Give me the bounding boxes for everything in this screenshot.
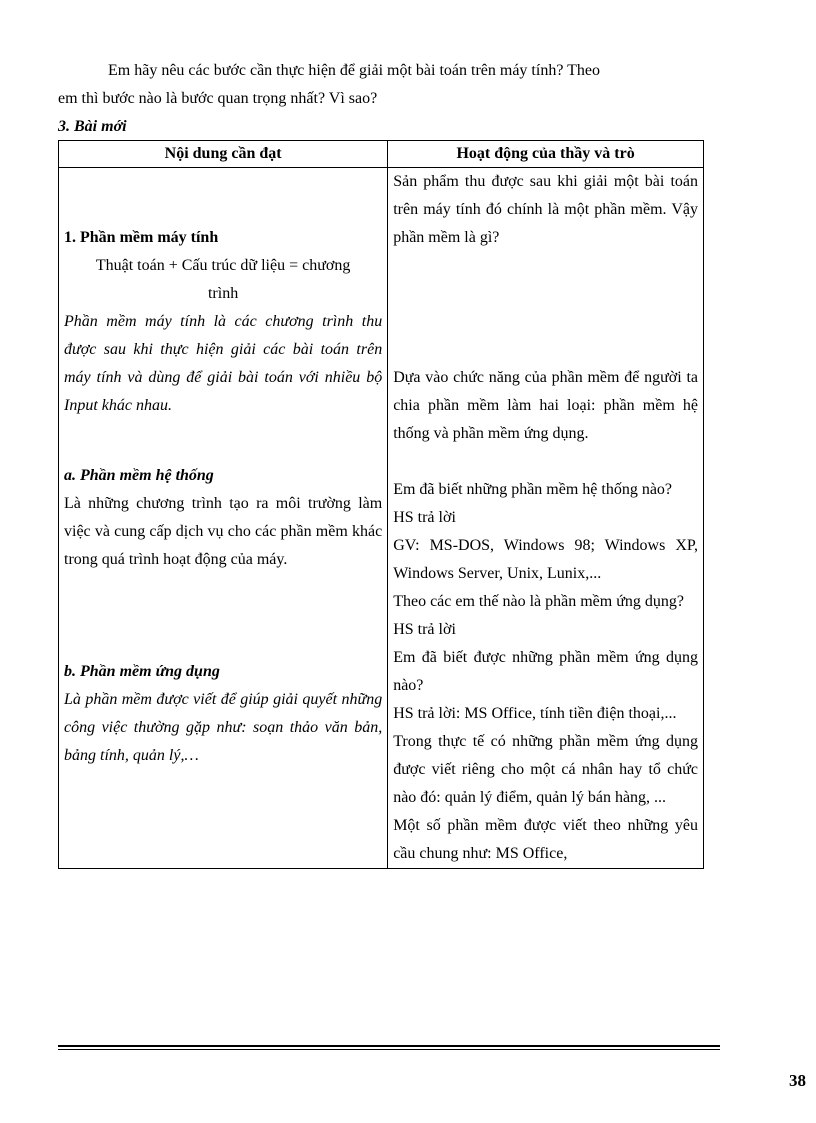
activity-classification: Dựa vào chức năng của phần mềm để người ta chia phần mềm làm hai loại: phần mềm hệ thống và phần mềm ứng dụng. xyxy=(393,369,698,442)
activity-question-known-apps: Em đã biết được những phần mềm ứng dụng nào? xyxy=(393,649,698,694)
activity-student-answer: HS trả lời xyxy=(393,509,456,526)
activity-student-answer-3: HS trả lời: MS Office, tính tiền điện thoại,... xyxy=(393,705,677,722)
content-column xyxy=(59,168,388,869)
activity-intro: Sản phẩm thu được sau khi giải một bài toán trên máy tính đó chính là một phần mềm. Vậy phần mềm là gì? xyxy=(393,173,698,246)
footer-rule xyxy=(58,1045,720,1047)
activity-general-software: Một số phần mềm được viết theo những yêu cầu chung như: MS Office, xyxy=(393,817,698,862)
activity-question-system: Em đã biết những phần mềm hệ thống nào? xyxy=(393,481,673,498)
activity-student-answer-2: HS trả lời xyxy=(393,621,456,638)
section-heading: 3. Bài mới xyxy=(58,118,127,135)
definition-software: Phần mềm máy tính là các chương trình thu được sau khi thực hiện giải các bài toán trên máy tính và dùng để giải bài toán với nhiều bộ Input khác nhau. xyxy=(64,313,383,414)
header-activity: Hoạt động của thầy và trò xyxy=(388,141,704,168)
activity-teacher-examples: GV: MS-DOS, Windows 98; Windows XP, Windows Server, Unix, Lunix,... xyxy=(393,537,698,582)
heading-system-software: a. Phần mềm hệ thống xyxy=(64,467,214,484)
formula-line-1: Thuật toán + Cấu trúc dữ liệu = chương xyxy=(95,257,351,274)
intro-line-2: em thì bước nào là bước quan trọng nhất? Vì sao? xyxy=(58,90,378,107)
lesson-table xyxy=(58,140,704,869)
heading-computer-software: 1. Phần mềm máy tính xyxy=(64,229,219,246)
definition-system-software: Là những chương trình tạo ra môi trường làm việc và cung cấp dịch vụ cho các phần mềm khác trong quá trình hoạt động của máy. xyxy=(64,495,383,568)
header-content: Nội dung cần đạt xyxy=(59,141,388,168)
intro-paragraph xyxy=(58,57,720,113)
definition-application-software: Là phần mềm được viết để giúp giải quyết những công việc thường gặp như: soạn thảo văn bản, bảng tính, quản lý,… xyxy=(64,691,383,764)
table-header-row xyxy=(59,141,704,168)
page-number: 38 xyxy=(789,1071,806,1090)
intro-line-1: Em hãy nêu các bước cần thực hiện để giải một bài toán trên máy tính? Theo xyxy=(108,62,601,79)
activity-question-application: Theo các em thế nào là phần mềm ứng dụng? xyxy=(393,593,684,610)
table-row xyxy=(59,168,704,869)
activity-custom-software: Trong thực tế có những phần mềm ứng dụng được viết riêng cho một cá nhân hay tổ chức nào đó: quản lý điểm, quản lý bán hàng, ... xyxy=(393,733,698,806)
formula-line-2: trình xyxy=(207,285,239,302)
heading-application-software: b. Phần mềm ứng dụng xyxy=(64,663,220,680)
activity-column xyxy=(388,168,704,869)
footer-rule-thin xyxy=(58,1049,720,1050)
